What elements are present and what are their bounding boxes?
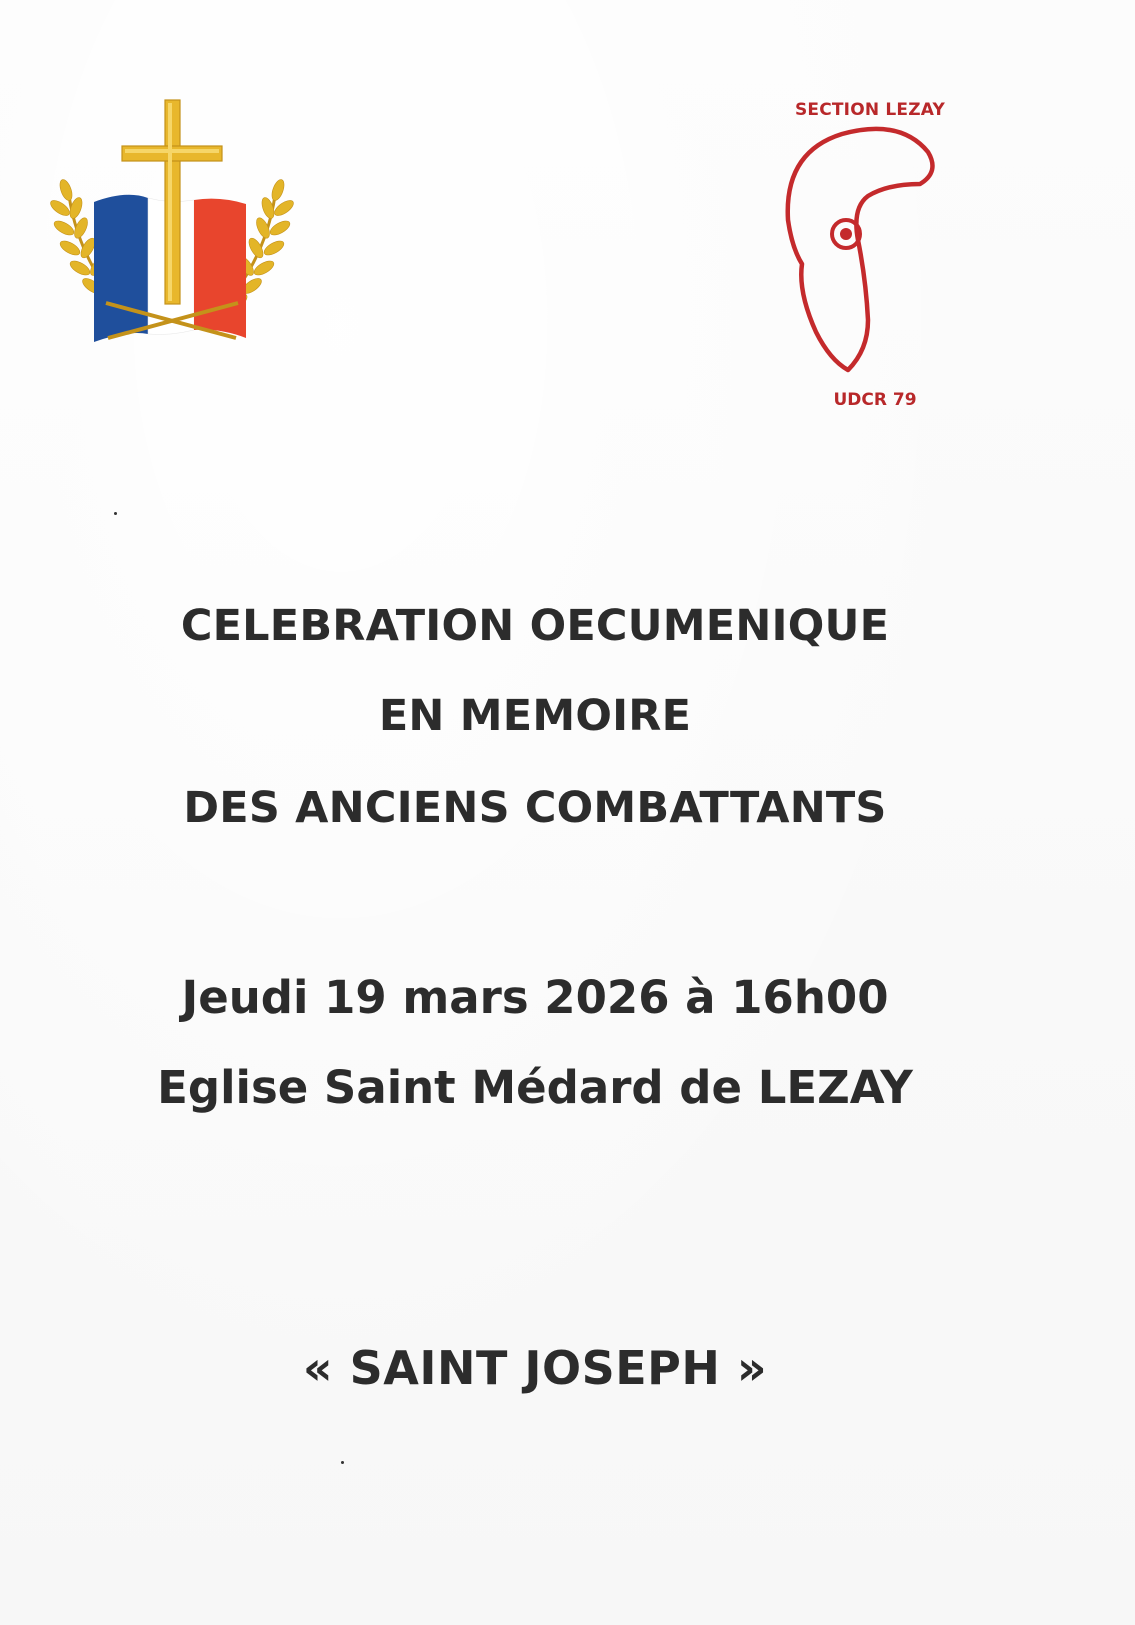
- title-line-3: DES ANCIENS COMBATTANTS: [183, 783, 887, 833]
- saint-name: « SAINT JOSEPH »: [302, 1341, 768, 1395]
- title-line-1: CELEBRATION OECUMENIQUE: [180, 601, 890, 651]
- event-place: Eglise Saint Médard de LEZAY: [157, 1061, 913, 1114]
- section-label: SECTION LEZAY: [794, 100, 946, 120]
- title-line-2: EN MEMOIRE: [378, 691, 692, 741]
- org-label: UDCR 79: [833, 390, 917, 410]
- phrygian-cap-icon: [770, 92, 970, 432]
- scan-speck: [341, 1461, 344, 1464]
- event-date-time: Jeudi 19 mars 2026 à 16h00: [181, 971, 889, 1024]
- scan-speck: [114, 512, 117, 515]
- cross-flag-laurel-icon: [48, 98, 298, 353]
